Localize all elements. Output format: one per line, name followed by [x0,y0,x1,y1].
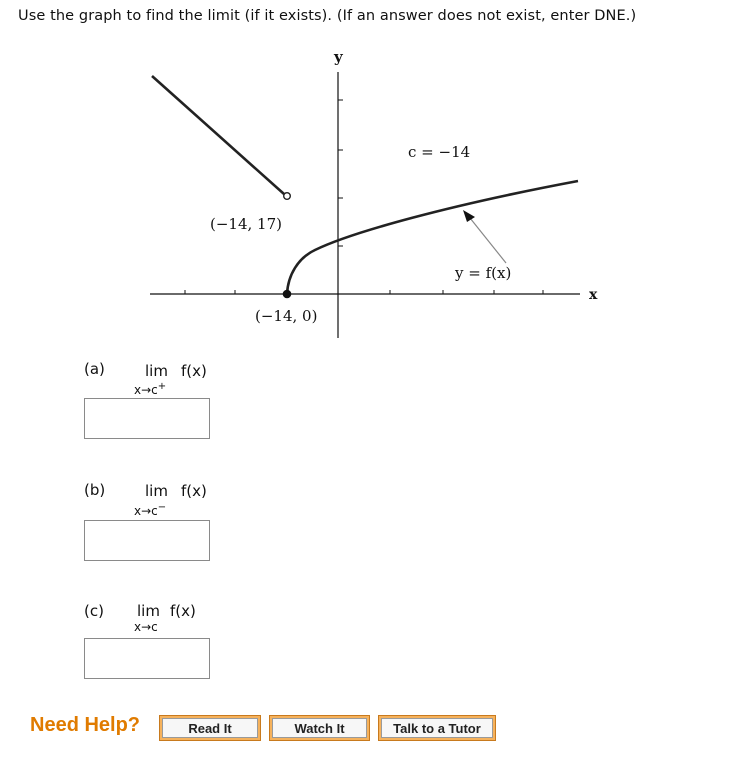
y-ticks [338,100,343,246]
part-b-side: − [157,502,167,513]
open-point [284,193,291,200]
instructions: Use the graph to find the limit (if it exists). (If an answer does not exist, enter DNE.) [18,8,637,24]
part-a-lim: lim [145,362,168,380]
part-b-label: (b) [84,481,106,499]
talk-to-tutor-label: Talk to a Tutor [381,718,493,738]
talk-to-tutor-button[interactable] [378,715,496,741]
part-b-function: f(x) [181,482,207,500]
part-c-subscript [134,620,158,634]
y-axis-label: y [334,48,343,66]
part-b-answer-input[interactable] [84,520,210,561]
part-b-approach: x→c [134,504,158,518]
part-c-lim: lim [137,602,160,620]
watch-it-button[interactable] [269,715,370,741]
curve-arrow-head [463,210,475,222]
x-axis-label: x [589,287,598,303]
c-value-label: c = −14 [408,143,471,161]
part-b-lim: lim [145,482,168,500]
part-c-function: f(x) [170,602,196,620]
part-a-answer-input[interactable] [84,398,210,439]
limit-graph [0,0,733,360]
part-a-side: + [157,381,167,392]
curve-arrow-line [470,218,506,263]
closed-point [283,290,292,299]
part-c-answer-input[interactable] [84,638,210,679]
watch-it-label: Watch It [272,718,367,738]
part-a-approach: x→c [134,383,158,397]
part-c-approach: x→c [134,620,158,634]
left-branch [152,76,284,194]
curve-label: y = f(x) [455,264,512,282]
part-b-subscript [134,502,166,518]
part-a-function: f(x) [181,362,207,380]
part-a-label: (a) [84,360,105,378]
right-branch [287,181,578,294]
open-point-label: (−14, 17) [210,215,282,233]
closed-point-label: (−14, 0) [255,307,318,325]
part-c-label: (c) [84,602,104,620]
need-help-label: Need Help? [30,714,141,736]
read-it-button[interactable] [159,715,261,741]
read-it-label: Read It [162,718,258,738]
part-a-subscript [134,381,166,397]
